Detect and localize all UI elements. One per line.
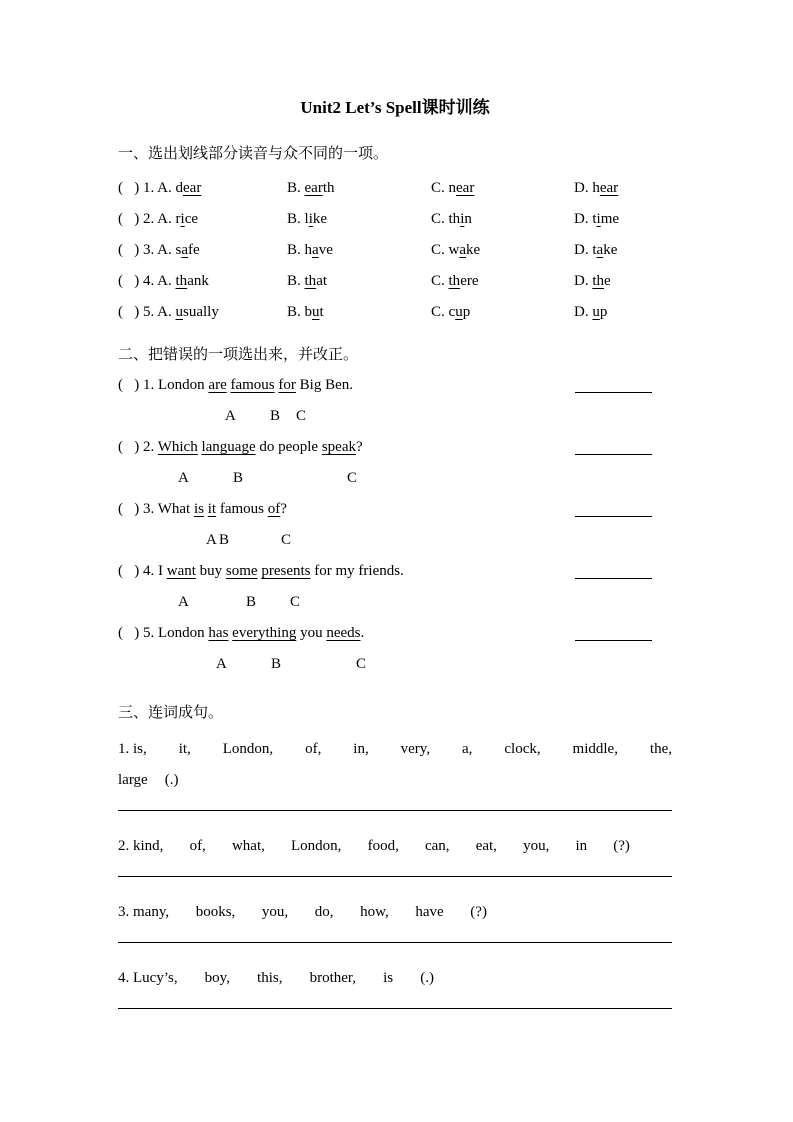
correction-item bbox=[118, 494, 672, 556]
answer-blank bbox=[575, 496, 652, 517]
underlined-text: i bbox=[180, 211, 185, 227]
sentence-text: me bbox=[600, 211, 620, 227]
sentence-text: d bbox=[175, 180, 184, 196]
section2-heading: 二、把错误的一项选出来，并改正。 bbox=[118, 347, 359, 363]
word-line bbox=[118, 963, 434, 994]
option-label: A. bbox=[157, 304, 176, 320]
option-label: C. bbox=[431, 242, 449, 258]
underlined-text: want bbox=[166, 563, 196, 579]
underlined-text: of bbox=[267, 501, 281, 517]
answer-bracket: ( ) 3. bbox=[118, 242, 158, 258]
answer-bracket: ( ) 1. bbox=[118, 180, 158, 196]
word: in bbox=[575, 838, 588, 854]
option-letter: C bbox=[347, 470, 358, 486]
sentence-text: ce bbox=[184, 211, 199, 227]
answer-bracket: ( ) 3. bbox=[118, 501, 158, 517]
underlined-text: ear bbox=[304, 180, 323, 196]
option-b bbox=[287, 204, 431, 235]
word: have bbox=[415, 904, 444, 920]
sentence-text: I bbox=[158, 563, 167, 579]
option-letters-row bbox=[118, 649, 672, 680]
word: of, bbox=[305, 741, 322, 757]
sentence-text: famous bbox=[216, 501, 268, 517]
option-letter: C bbox=[296, 408, 307, 424]
phonics-row bbox=[118, 173, 672, 204]
word: boy, bbox=[204, 970, 230, 986]
option-letter: C bbox=[281, 532, 292, 548]
word: eat, bbox=[475, 838, 497, 854]
sentence-text: th bbox=[448, 211, 461, 227]
word: what, bbox=[231, 838, 265, 854]
option-letter: B bbox=[271, 656, 282, 672]
word: (?) bbox=[613, 838, 630, 854]
underlined-text: for bbox=[278, 377, 296, 393]
sentence-text: p bbox=[462, 304, 471, 320]
underlined-text: Which bbox=[157, 439, 198, 455]
option-letter: A bbox=[225, 408, 236, 424]
sentence-text: Big Ben. bbox=[295, 377, 353, 393]
option-letter: A bbox=[178, 470, 189, 486]
option-label: B. bbox=[287, 180, 305, 196]
sentence-text: you bbox=[296, 625, 327, 641]
underlined-text: u bbox=[455, 304, 463, 320]
option-a bbox=[118, 297, 287, 328]
option-a bbox=[118, 266, 287, 297]
option-letter: C bbox=[290, 594, 301, 610]
sentence-text: ? bbox=[280, 501, 287, 517]
option-letters-row bbox=[118, 525, 672, 556]
option-a bbox=[118, 235, 287, 266]
sentence-text: n bbox=[448, 180, 457, 196]
word: do, bbox=[314, 904, 334, 920]
underlined-text: i bbox=[308, 211, 313, 227]
word-line bbox=[118, 734, 672, 765]
word: you, bbox=[261, 904, 289, 920]
underlined-text: u bbox=[312, 304, 320, 320]
answer-line bbox=[118, 942, 672, 943]
word: it, bbox=[178, 741, 191, 757]
sentence-text: ke bbox=[312, 211, 328, 227]
option-c bbox=[431, 235, 574, 266]
phonics-row bbox=[118, 266, 672, 297]
sentence-text: r bbox=[175, 211, 181, 227]
word: (.) bbox=[420, 970, 434, 986]
sentence-text: for my friends. bbox=[310, 563, 404, 579]
sentence-text: ? bbox=[356, 439, 363, 455]
word: how, bbox=[360, 904, 389, 920]
option-label: C. bbox=[431, 273, 449, 289]
sentence-text: h bbox=[592, 180, 600, 196]
word: clock, bbox=[504, 741, 541, 757]
word: London, bbox=[222, 741, 274, 757]
option-label: C. bbox=[431, 211, 449, 227]
rearrange-item bbox=[118, 897, 672, 943]
word-line bbox=[118, 831, 630, 862]
underlined-text: some bbox=[225, 563, 258, 579]
sentence-text: buy bbox=[195, 563, 226, 579]
option-label: D. bbox=[574, 242, 593, 258]
sentence-text: do people bbox=[255, 439, 322, 455]
correction-item bbox=[118, 370, 672, 432]
option-label: B. bbox=[287, 211, 305, 227]
underlined-text: a bbox=[596, 242, 604, 258]
sentence-text: t bbox=[592, 242, 597, 258]
underlined-text: it bbox=[207, 501, 217, 517]
correction-item bbox=[118, 432, 672, 494]
option-letter: A bbox=[216, 656, 227, 672]
sentence-row bbox=[118, 556, 672, 587]
underlined-text: has bbox=[208, 625, 229, 641]
option-letter: B bbox=[270, 408, 281, 424]
option-d bbox=[574, 266, 672, 297]
option-letter: C bbox=[356, 656, 367, 672]
word: large bbox=[118, 772, 148, 788]
underlined-text: presents bbox=[261, 563, 311, 579]
option-label: A. bbox=[157, 211, 176, 227]
sentence-text: l bbox=[304, 211, 309, 227]
sentence-text: c bbox=[448, 304, 456, 320]
phonics-row bbox=[118, 235, 672, 266]
underlined-text: famous bbox=[230, 377, 275, 393]
worksheet-content bbox=[118, 0, 672, 1009]
word: this, bbox=[257, 970, 283, 986]
answer-blank bbox=[575, 372, 652, 393]
word: 4. Lucy’s, bbox=[118, 970, 178, 986]
word: in, bbox=[353, 741, 369, 757]
answer-blank bbox=[575, 620, 652, 641]
worksheet-title: Unit2 Let’s Spell课时训练 bbox=[300, 98, 490, 117]
section1-rows bbox=[118, 173, 672, 328]
option-b bbox=[287, 297, 431, 328]
option-label: D. bbox=[574, 273, 593, 289]
option-label: D. bbox=[574, 304, 593, 320]
sentence-text: w bbox=[448, 242, 460, 258]
section3-items bbox=[118, 734, 672, 1009]
word: a, bbox=[462, 741, 473, 757]
word: 3. many, bbox=[118, 904, 170, 920]
sentence-text: s bbox=[175, 242, 182, 258]
word: (.) bbox=[164, 772, 179, 788]
sentence-text: What bbox=[157, 501, 194, 517]
word: food, bbox=[367, 838, 399, 854]
sentence-row bbox=[118, 432, 672, 463]
answer-bracket: ( ) 5. bbox=[118, 304, 158, 320]
sentence-text: sually bbox=[183, 304, 219, 320]
underlined-text: is bbox=[193, 501, 204, 517]
section1-heading: 一、选出划线部分读音与众不同的一项。 bbox=[118, 146, 389, 162]
option-c bbox=[431, 204, 574, 235]
underlined-text: th bbox=[175, 273, 188, 289]
sentence-text: p bbox=[599, 304, 608, 320]
answer-line bbox=[118, 810, 672, 811]
underlined-text: i bbox=[596, 211, 601, 227]
underlined-text: a bbox=[181, 242, 189, 258]
sentence-text: b bbox=[304, 304, 313, 320]
sentence-text: ank bbox=[187, 273, 209, 289]
word: can, bbox=[424, 838, 450, 854]
sentence-text: h bbox=[304, 242, 313, 258]
option-label: A. bbox=[157, 180, 176, 196]
option-b bbox=[287, 266, 431, 297]
underlined-text: u bbox=[592, 304, 600, 320]
answer-bracket: ( ) 5. bbox=[118, 625, 158, 641]
underlined-text: th bbox=[592, 273, 605, 289]
answer-bracket: ( ) 4. bbox=[118, 273, 158, 289]
option-b bbox=[287, 235, 431, 266]
section2-items bbox=[118, 370, 672, 680]
option-letter: B bbox=[233, 470, 244, 486]
option-letters-row bbox=[118, 463, 672, 494]
sentence-text: th bbox=[322, 180, 335, 196]
option-letter: B bbox=[219, 532, 230, 548]
rearrange-item bbox=[118, 734, 672, 811]
option-c bbox=[431, 297, 574, 328]
option-label: B. bbox=[287, 242, 305, 258]
word: London, bbox=[291, 838, 342, 854]
word: you, bbox=[523, 838, 550, 854]
sentence-row bbox=[118, 494, 672, 525]
option-label: A. bbox=[157, 242, 176, 258]
word-line bbox=[118, 765, 672, 796]
option-label: D. bbox=[574, 211, 593, 227]
sentence-text: n bbox=[464, 211, 472, 227]
option-c bbox=[431, 173, 574, 204]
sentence-text: ke bbox=[603, 242, 618, 258]
word: very, bbox=[400, 741, 431, 757]
word-line bbox=[118, 897, 487, 928]
underlined-text: are bbox=[208, 377, 227, 393]
sentence-text: e bbox=[604, 273, 611, 289]
answer-line bbox=[118, 1008, 672, 1009]
option-a bbox=[118, 204, 287, 235]
answer-bracket: ( ) 4. bbox=[118, 563, 158, 579]
word: is bbox=[383, 970, 394, 986]
underlined-text: th bbox=[448, 273, 461, 289]
correction-item bbox=[118, 556, 672, 618]
option-letters-row bbox=[118, 401, 672, 432]
underlined-text: speak bbox=[321, 439, 356, 455]
option-a bbox=[118, 173, 287, 204]
answer-blank bbox=[575, 558, 652, 579]
option-label: B. bbox=[287, 304, 305, 320]
sentence-text: t bbox=[592, 211, 597, 227]
option-letters-row bbox=[118, 587, 672, 618]
underlined-text: i bbox=[460, 211, 465, 227]
answer-line bbox=[118, 876, 672, 877]
underlined-text: language bbox=[201, 439, 256, 455]
option-c bbox=[431, 266, 574, 297]
sentence-text: t bbox=[319, 304, 324, 320]
word: the, bbox=[649, 741, 672, 757]
sentence-text: London bbox=[158, 377, 209, 393]
section3-heading: 三、连词成句。 bbox=[118, 705, 224, 721]
answer-bracket: ( ) 2. bbox=[118, 439, 158, 455]
word: 2. kind, bbox=[118, 838, 164, 854]
option-d bbox=[574, 235, 672, 266]
option-b bbox=[287, 173, 431, 204]
word: brother, bbox=[309, 970, 357, 986]
word: 1. is, bbox=[118, 741, 147, 757]
option-d bbox=[574, 204, 672, 235]
sentence-row bbox=[118, 618, 672, 649]
option-letter: A bbox=[206, 532, 217, 548]
option-d bbox=[574, 297, 672, 328]
sentence-row bbox=[118, 370, 672, 401]
answer-bracket: ( ) 1. bbox=[118, 377, 158, 393]
option-label: A. bbox=[157, 273, 176, 289]
sentence-text: . bbox=[360, 625, 365, 641]
underlined-text: u bbox=[175, 304, 184, 320]
sentence-text: at bbox=[316, 273, 328, 289]
word: middle, bbox=[572, 741, 618, 757]
underlined-text: a bbox=[459, 242, 467, 258]
underlined-text: ear bbox=[183, 180, 202, 196]
option-label: C. bbox=[431, 180, 449, 196]
phonics-row bbox=[118, 297, 672, 328]
sentence-text: London bbox=[158, 625, 209, 641]
rearrange-item bbox=[118, 831, 672, 877]
option-label: D. bbox=[574, 180, 593, 196]
underlined-text: th bbox=[304, 273, 317, 289]
option-letter: A bbox=[178, 594, 189, 610]
underlined-text: a bbox=[312, 242, 319, 258]
option-label: C. bbox=[431, 304, 449, 320]
sentence-text: ere bbox=[460, 273, 479, 289]
option-label: B. bbox=[287, 273, 305, 289]
underlined-text: everything bbox=[232, 625, 297, 641]
sentence-text: fe bbox=[188, 242, 200, 258]
underlined-text: ear bbox=[456, 180, 475, 196]
underlined-text: needs bbox=[326, 625, 361, 641]
rearrange-item bbox=[118, 963, 672, 1009]
phonics-row bbox=[118, 204, 672, 235]
option-letter: B bbox=[246, 594, 257, 610]
answer-blank bbox=[575, 434, 652, 455]
underlined-text: ear bbox=[599, 180, 619, 196]
correction-item bbox=[118, 618, 672, 680]
word: of, bbox=[189, 838, 206, 854]
answer-bracket: ( ) 2. bbox=[118, 211, 158, 227]
sentence-text: ve bbox=[318, 242, 333, 258]
word: (?) bbox=[470, 904, 487, 920]
option-d bbox=[574, 173, 672, 204]
sentence-text: ke bbox=[466, 242, 481, 258]
word: books, bbox=[195, 904, 236, 920]
